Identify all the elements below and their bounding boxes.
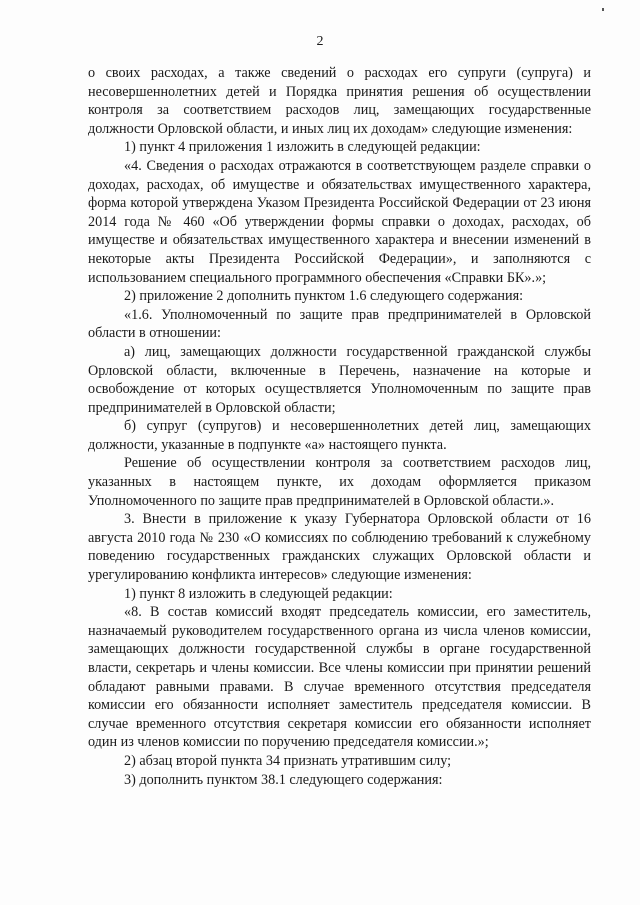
paragraph-point-8-text: «8. В состав комиссий входят председатель комиссии, его заместитель, назначаемый руководителем государственного органа из числа членов комиссии, замещающих должности государственной службы в органе государственной власти, секретарь и члены комиссии. Все члены комиссии при принятии решений обладают равными правами. В случае временного отсутствия председателя комиссии его обязанности исполняет заместитель председателя комиссии. В случае временного отсутствия секретаря комиссии его обязанности исполняет один из членов комиссии по поручению председателя комиссии.»;	[88, 604, 591, 751]
page-number: 2	[316, 34, 324, 49]
paragraph-item-1-heading: 1) пункт 4 приложения 1 изложить в следующей редакции:	[124, 139, 481, 156]
paragraph-item-2-heading: 2) приложение 2 дополнить пунктом 1.6 следующего содержания:	[124, 288, 524, 305]
paragraph-subpoint-b: б) супруг (супругов) и несовершеннолетних детей лиц, замещающих должности, указанные в подпункте «а» настоящего пункта.	[88, 418, 591, 453]
paragraph-intro-continuation: о своих расходах, а также сведений о расходах его супруги (супруга) и несовершеннолетних детей и Порядка принятия решения об осуществлении контроля за соответствием расходов лиц, замещающих государственные должности Орловской области, и иных лиц их доходам» следующие изменения:	[88, 65, 591, 137]
paragraph-subpoint-a: а) лиц, замещающих должности государственной гражданской службы Орловской области, включенные в Перечень, назначение на которые и освобождение от которых осуществляется Уполномоченным по защите прав предпринимателей в Орловской области;	[88, 343, 591, 416]
paragraph-section-3-item-1: 1) пункт 8 изложить в следующей редакции:	[124, 585, 393, 602]
paragraph-point-4-text: «4. Сведения о расходах отражаются в соответствующем разделе справки о доходах, расходах, об имуществе и обязательствах имущественного характера, форма которой утверждена Указом Президента Российской Федерации от 23 июня 2014 года № 460 «Об утверждении формы справки о доходах, расходах, об имуществе и обязательствах имущественного характера и внесении изменений в некоторые акты Президента Российской Федерации», и заполняются с использованием специального программного обеспечения «Справки БК».»;	[88, 157, 591, 286]
paragraph-section-3-item-3: 3) дополнить пунктом 38.1 следующего содержания:	[124, 771, 443, 788]
document-body	[88, 64, 591, 789]
paragraph-point-1-6: «1.6. Уполномоченный по защите прав предпринимателей в Орловской области в отношении:	[88, 306, 591, 342]
paragraph-section-3: 3. Внести в приложение к указу Губернатора Орловской области от 16 августа 2010 года № 230 «О комиссиях по соблюдению требований к служебному поведению государственных гражданских служащих Орловской области и урегулированию конфликта интересов» следующие изменения:	[88, 511, 591, 584]
paragraph-control-decision: Решение об осуществлении контроля за соответствием расходов лиц, указанных в настоящем пункте, их доходам оформляется приказом Уполномоченного по защите прав предпринимателей в Орловской области.».	[88, 455, 591, 509]
paragraph-section-3-item-2: 2) абзац второй пункта 34 признать утратившим силу;	[124, 752, 452, 769]
scan-speck	[602, 8, 604, 11]
